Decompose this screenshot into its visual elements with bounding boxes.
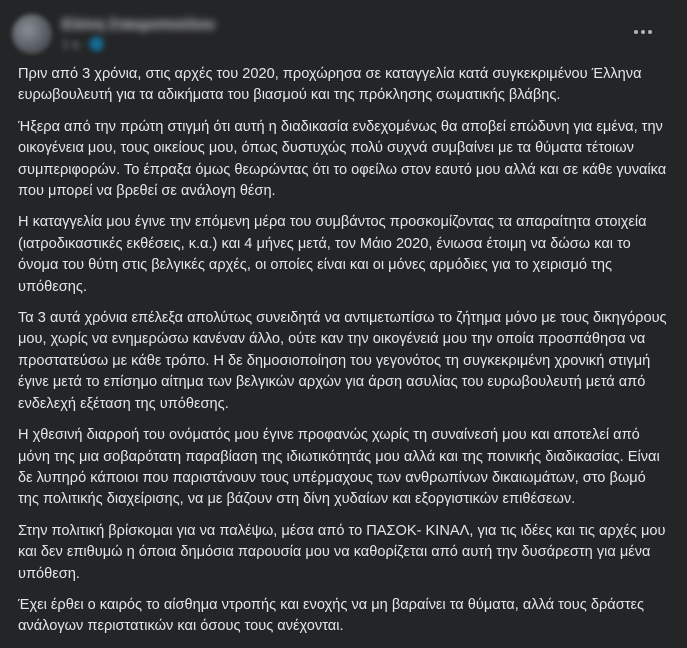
more-dots-icon <box>641 30 645 34</box>
author-name[interactable]: Ελένη Σταυροπούλου <box>62 16 215 33</box>
post-paragraph: Η χθεσινή διαρροή του ονόματός μου έγινε προφανώς χωρίς τη συναίνεσή μου και αποτελεί από μόνη της μια σοβαρότατη παραβίαση της ιδιωτικότητάς μου αλλά και της ποινικής διαδικασίας. Είναι δε λυπηρό κάποιοι που παριστάνουν τους υπέρμαχους των ανθρωπίνων δικαιωμάτων, στο βωμό της πολιτικής διαχείρισης, να με βάζουν στη δίνη χυδαίων και εξοργιστικών επιθέσεων. <box>18 427 660 508</box>
post-paragraph: Η καταγγελία μου έγινε την επόμενη μέρα του συμβάντος προσκομίζοντας τα απαραίτητα στοιχεία (ιατροδικαστικές εκθέσεις, κ.α.) και 4 μήνες μετά, τον Μάιο 2020, ένιωσα έτοιμη να δώσω και το όνομα του θύτη στις βελγικές αρχές, οι οποίες είναι και οι μόνες αρμόδιες για το χειρισμό της υπόθεσης. <box>18 214 647 295</box>
post-paragraph: Πριν από 3 χρόνια, στις αρχές του 2020, προχώρησα σε καταγγελία κατά συγκεκριμένου Έλληνα ευρωβουλευτή για τα αδικήματα του βιασμού και της πρόκλησης σωματικής βλάβης. <box>18 66 642 104</box>
post-paragraph: Τα 3 αυτά χρόνια επέλεξα απολύτως συνειδητά να αντιμετωπίσω το ζήτημα μόνο με τους δικηγόρους μου, χωρίς να ενημερώσω κανέναν άλλο, ούτε καν την οικογένειά μου την οποία προσπάθησα να προστατεύσω με κάθε τρόπο. Η δε δημοσιοποίηση του γεγονότος τη συγκεκριμένη χρονική στιγμή έγινε μετά το επίσημο αίτημα των βελγικών αρχών για άρση ασυλίας του ευρωβουλευτή μετά από ενδελεχή εξέταση της υπόθεσης. <box>18 310 667 412</box>
more-dots-icon <box>634 30 638 34</box>
post-paragraph: Στην πολιτική βρίσκομαι για να παλέψω, μέσα από το ΠΑΣΟΚ- ΚΙΝΑΛ, για τις ιδέες και τις αρχές μου και δεν επιθυμώ η όποια δημόσια παρουσία μου να καθορίζεται από αυτή την δυσάρεστη για μένα υπόθεση. <box>18 522 666 582</box>
more-dots-icon <box>648 30 652 34</box>
more-options-button[interactable] <box>629 20 657 44</box>
post-header <box>0 0 687 62</box>
avatar[interactable] <box>12 14 52 54</box>
post-paragraph: Έχει έρθει ο καιρός το αίσθημα ντροπής και ενοχής να μη βαραίνει τα θύματα, αλλά τους δράστες ανάλογων περιστατικών και όσους τους ανέχονται. <box>18 596 645 635</box>
post-body <box>18 64 670 648</box>
post-timestamp[interactable]: 1 η · 🌐 <box>62 37 105 51</box>
post-paragraph: Ήξερα από την πρώτη στιγμή ότι αυτή η διαδικασία ενδεχομένως θα αποβεί επώδυνη για εμένα, την οικογένεια μου, τους οικείους μου, όπως δυστυχώς πολύ συχνά συμβαίνει με τα θύματα τέτοιων συμπεριφορών. Το έπραξα όμως θεωρώντας ότι το οφείλω στον εαυτό μου αλλά και σε κάθε γυναίκα που μπορεί να βρεθεί σε ανάλογη θέση. <box>18 118 667 200</box>
